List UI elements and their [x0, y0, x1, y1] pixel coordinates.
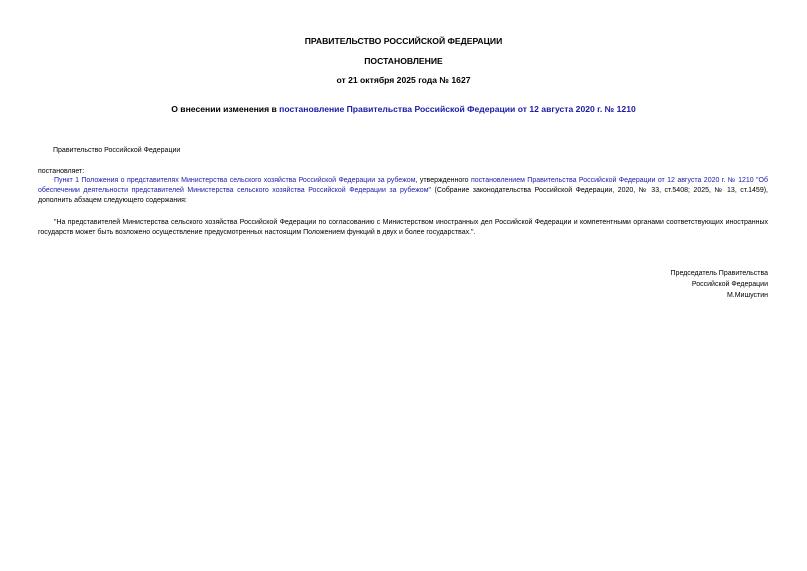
title-prefix: О внесении изменения в — [171, 104, 280, 114]
issuer-text: Правительство Российской Федерации — [53, 147, 181, 154]
resolution-link[interactable]: постановлением Правительства Российской Федерации от 12 августа 2020 г. № 1210 "Об обеспечении деятельности представителей Министерства сельского хозяйства Российской Федерации за рубежом" — [38, 177, 768, 194]
document-title — [0, 104, 807, 115]
title-link[interactable]: постановление Правительства Российской Федерации от 12 августа 2020 г. № 1210 — [279, 104, 636, 114]
signature-name: М.Мишустин — [726, 292, 768, 299]
amendment-paragraph — [38, 176, 768, 206]
government-heading: ПРАВИТЕЛЬСТВО РОССИЙСКОЙ ФЕДЕРАЦИИ — [304, 36, 503, 46]
signature-position: Председатель Правительства — [670, 270, 768, 277]
date-number-heading: от 21 октября 2025 года № 1627 — [336, 75, 471, 85]
document-type-heading: ПОСТАНОВЛЕНИЕ — [364, 56, 443, 66]
added-paragraph: "На представителей Министерства сельского хозяйства Российской Федерации по согласованию с Министерством иностранных дел Российской Федерации и компетентными органами соответствующих иностранных государств может быть возложено осуществление предусмотренных настоящим Положением функций в двух и более государствах.". — [38, 219, 768, 236]
paragraph-text-1: , утвержденного — [415, 177, 471, 184]
signature-organization: Российской Федерации — [691, 281, 768, 288]
regulation-item-link[interactable]: Пункт 1 Положения о представителях Министерства сельского хозяйства Российской Федерации за рубежом — [54, 177, 416, 184]
resolves-text: постановляет: — [38, 168, 85, 175]
paragraph-text-2: (Собрание законодательства Российской Федерации, 2020, № 33, ст.5408; 2025, № 13, ст.1459), дополнить абзацем следующего содержания: — [38, 187, 768, 204]
